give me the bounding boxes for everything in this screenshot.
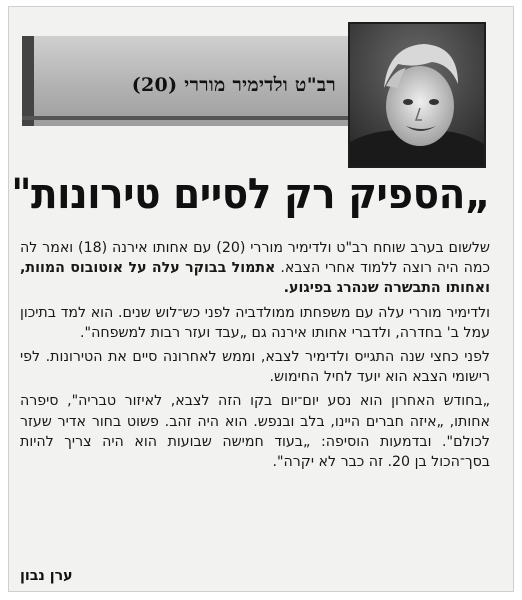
article-paragraph-1-text: שלשום בערב שוחח רב"ט ולדימיר מוררי (20) עם אחותו אירנה (18) ואמר לה כמה היה רוצה ללמוד אחרי הצבא. (20, 240, 491, 277)
header-rule (22, 116, 352, 120)
headline: „הספיק רק לסיים טירונות" (11, 170, 490, 219)
article-paragraph-2: ולדימיר מוררי עלה עם משפחתו ממולדביה לפני כש־לוש שנים. הוא למד בתיכון עמל ב' בחדרה, ולדברי אחותו אירנה גם „עבד ועזר רבות למשפחה". (20, 304, 490, 341)
article-paragraph-3: לפני כחצי שנה התגייס ולדימיר לצבא, וממש לאחרונה סיים את הטירונות. לפי רישומי הצבא הוא יועד לחיל החימוש. (20, 349, 490, 386)
victim-name-header: רב"ט ולדימיר מוררי (20) (131, 74, 336, 96)
article-paragraph-1 (20, 238, 490, 299)
victim-photo (348, 22, 486, 168)
article-paragraph-1-bold: אתמול בבוקר עלה על אוטובוס המוות, ואחותו התבשרה שנהרג בפיגוע. (20, 260, 490, 297)
byline: ערן נבון (20, 568, 73, 584)
article-body (20, 238, 490, 472)
article-paragraph-4: „בחודש האחרון הוא נסע יום־יום בקו הזה לצבא, לאיזור טבריה", סיפרה אחותו, „איזה חברים היינו, בלב ובנפש. הוא היה זהב. פשוט בחור אדיר שעזר לכולם". ובדמעות הוסיפה: „בעוד חמישה שבועות הוא היה צריך להיות בסך־הכול בן 20. זה כבר לא יקרה". (20, 393, 490, 471)
